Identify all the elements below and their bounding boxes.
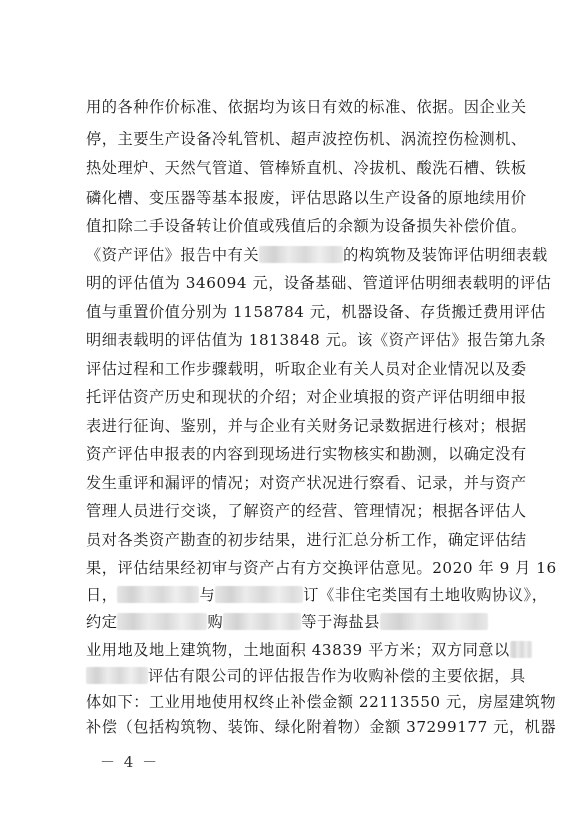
text-line: 日， 与 订《非住宅类国有土地收购协议》， [86, 586, 548, 604]
text-line: 热处理炉、天然气管道、管棒矫直机、冷拔机、酸洗石槽、铁板 [86, 159, 527, 177]
redacted-text [259, 246, 343, 263]
redacted-text [117, 613, 207, 630]
text-line: 果，评估结果经初审与资产占有方交换评估意见。2020 年 9 月 16 [86, 559, 557, 577]
text-line: 约定 购 等于海盐县 [86, 612, 518, 632]
text-line: 《资产评估》报告中有关 的构筑物及装饰评估明细表载 [86, 246, 548, 264]
text-line: 发生重评和漏评的情况；对资产状况进行察看、记录，并与资产 [86, 474, 527, 492]
redacted-text [117, 586, 199, 603]
text-line: 用的各种作价标准、依据均为该日有效的标准、依据。因企业关 [86, 98, 527, 116]
text-line: 表进行征询、鉴别，并与企业有关财务记录数据进行核对；根据 [86, 417, 527, 435]
text-line: 托评估资产历史和现状的介绍；对企业填报的资产评估明细申报 [86, 388, 527, 406]
page-number: － 4 － [100, 753, 160, 771]
text-line: 值与重置价值分别为 1158784 元，机器设备、存货搬迁费用评估 [86, 303, 546, 321]
text-line: 补偿（包括构筑物、装饰、绿化附着物）金额 37299177 元，机器 [86, 718, 557, 736]
redacted-text [510, 641, 532, 658]
text-line: 明细表载明的评估值为 1813848 元。该《资产评估》报告第九条 [86, 331, 546, 349]
redacted-text [215, 586, 303, 603]
text-line: 管理人员进行交谈，了解资产的经营、管理情况；根据各评估人 [86, 502, 527, 520]
text-line: 值扣除二手设备转让价值或残值后的余额为设备损失补偿价值。 [86, 217, 527, 235]
text-line: 业用地及地上建筑物，土地面积 43839 平方米；双方同意以 [86, 640, 518, 660]
text-line: 员对各类资产勘查的初步结果，进行汇总分析工作，确定评估结 [86, 531, 527, 549]
redacted-text [223, 613, 301, 630]
text-line: 资产评估申报表的内容到现场进行实物核实和勘测，以确定没有 [86, 445, 527, 463]
text-line: 体如下：工业用地使用权终止补偿金额 22113550 元，房屋建筑物 [86, 693, 557, 711]
text-line: 停，主要生产设备冷轧管机、超声波控伤机、涡流控伤检测机、 [86, 130, 527, 148]
redacted-text [86, 667, 148, 684]
redacted-text [380, 613, 488, 630]
text-line: 磷化槽、变压器等基本报废，评估思路以生产设备的原地续用价 [86, 189, 527, 207]
text-line: 明的评估值为 346094 元，设备基础、管道评估明细表载明的评估 [86, 274, 552, 292]
text-line: 评估过程和工作步骤载明，听取企业有关人员对企业情况以及委 [86, 360, 527, 378]
text-line: 评估有限公司的评估报告作为收购补偿的主要依据，具 [86, 666, 518, 686]
